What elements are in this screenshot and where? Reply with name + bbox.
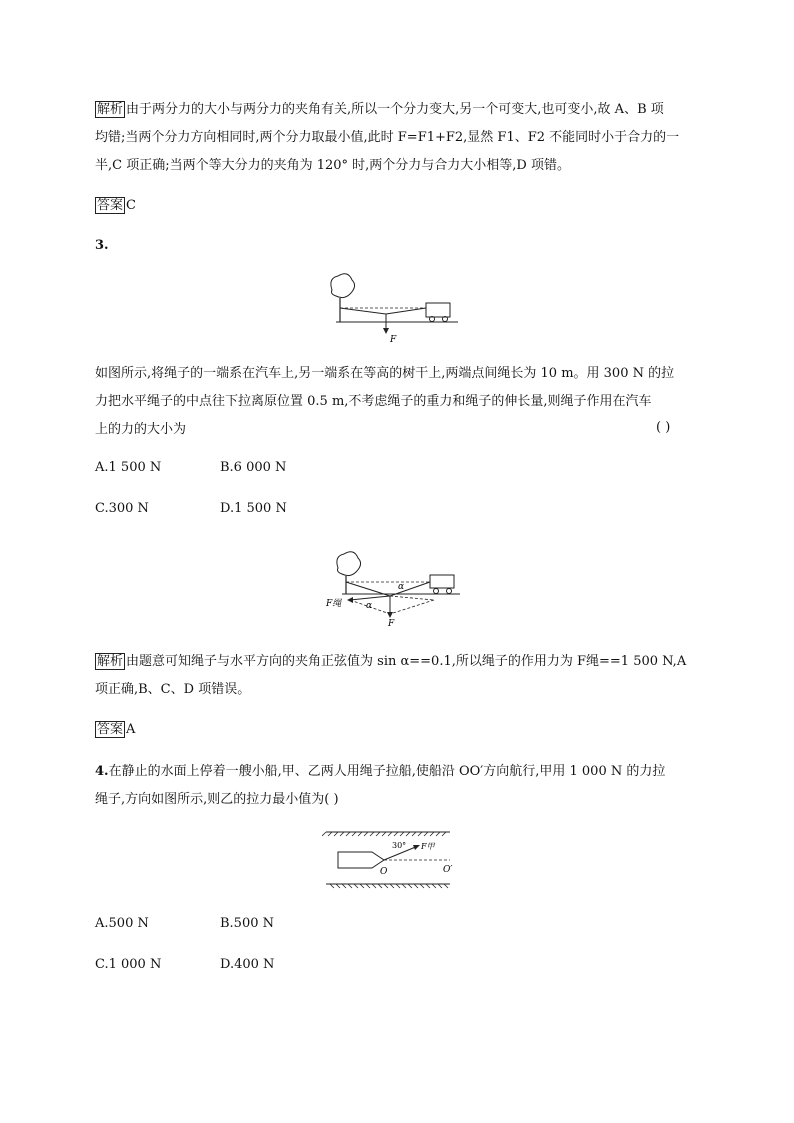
bank-bottom-hatch — [330, 884, 448, 888]
question-3-text-1: 如图所示,将绳子的一端系在汽车上,另一端系在等高的树干上,两端点间绳长为 10 m。用 300 N 的拉 — [95, 366, 675, 381]
figure-tree-car — [326, 268, 466, 348]
q4-option-c: C.1 000 N — [95, 957, 162, 972]
answer-tag: 答案 — [97, 722, 124, 737]
answer-paren: ( ) — [656, 420, 671, 435]
answer-2: 答案 A — [97, 722, 136, 737]
figure-boat — [322, 828, 454, 890]
alpha-bottom-label: α — [366, 601, 373, 611]
question-3-number: 3. — [95, 238, 109, 253]
analysis-line-3: 半,C 项正确;当两个等大分力的夹角为 120° 时,两个分力与合力大小相等,D 项错。 — [95, 158, 570, 173]
arrow-head-icon — [413, 845, 420, 850]
analysis-line-1: 解析 由于两分力的大小与两分力的夹角有关,所以一个分力变大,另一个可变大,也可变小,故 A、B 项 — [97, 102, 664, 117]
analysis-line-2: 均错;当两个分力方向相同时,两个分力取最小值,此时 F=F1+F2,显然 F1、F2 不能同时小于合力的一 — [95, 130, 680, 145]
analysis-tag: 解析 — [97, 654, 124, 669]
f-rope-dashed — [390, 596, 434, 600]
force-label: F — [390, 335, 397, 345]
alpha-top-label: α — [398, 582, 405, 592]
option-c: C.300 N — [95, 501, 149, 516]
force-label: F — [388, 619, 395, 628]
angle-label: 30° — [392, 841, 407, 850]
f-rope-label: F绳 — [326, 599, 342, 609]
f-jia-label: F甲 — [421, 842, 435, 851]
car-body-icon — [426, 303, 450, 317]
rope-right — [386, 308, 426, 314]
analysis-tag: 解析 — [97, 102, 124, 117]
q4-option-d: D.400 N — [220, 957, 275, 972]
analysis-2-line-1: 解析 由题意可知绳子与水平方向的夹角正弦值为 sin α==0.1,所以绳子的作用力为 F绳==1 500 N,A — [97, 654, 687, 669]
bank-top-hatch — [322, 832, 446, 836]
tree-crown-icon — [337, 552, 361, 576]
tree-crown-icon — [331, 274, 355, 298]
car-wheel-icon — [447, 589, 452, 594]
boat-icon — [338, 852, 384, 868]
question-3-text-3: 上的力的大小为 — [95, 422, 187, 437]
o-label: O — [380, 867, 388, 877]
question-4-text-2: 绳子,方向如图所示,则乙的拉力最小值为( ) — [95, 792, 339, 807]
figure-force-analysis — [322, 544, 470, 628]
q4-option-a: A.500 N — [95, 916, 149, 931]
analysis-2-line-2: 项正确,B、C、D 项错误。 — [95, 682, 251, 697]
question-4-text-1: 4.在静止的水面上停着一艘小船,甲、乙两人用绳子拉船,使船沿 OO′方向航行,甲用 1 000 N 的力拉 — [95, 764, 666, 779]
q4-option-b: B.500 N — [220, 916, 275, 931]
question-4-number: 4. — [95, 764, 109, 779]
car-body-icon — [430, 575, 454, 588]
o-prime-label: O′ — [443, 865, 453, 875]
answer-tag: 答案 — [97, 198, 124, 213]
question-3-text-2: 力把水平绳子的中点往下拉离原位置 0.5 m,不考虑绳子的重力和绳子的伸长量,则绳子作用在汽车 — [95, 394, 652, 409]
answer-1: 答案 C — [97, 198, 136, 213]
arrow-head-icon — [383, 328, 389, 334]
parallelogram-right — [390, 600, 434, 614]
option-b: B.6 000 N — [220, 460, 287, 475]
option-d: D.1 500 N — [220, 501, 287, 516]
option-a: A.1 500 N — [95, 460, 162, 475]
arrow-head-icon — [387, 612, 393, 618]
car-wheel-icon — [434, 589, 439, 594]
f-rope-arrow — [350, 596, 390, 600]
rope-left — [340, 308, 386, 314]
